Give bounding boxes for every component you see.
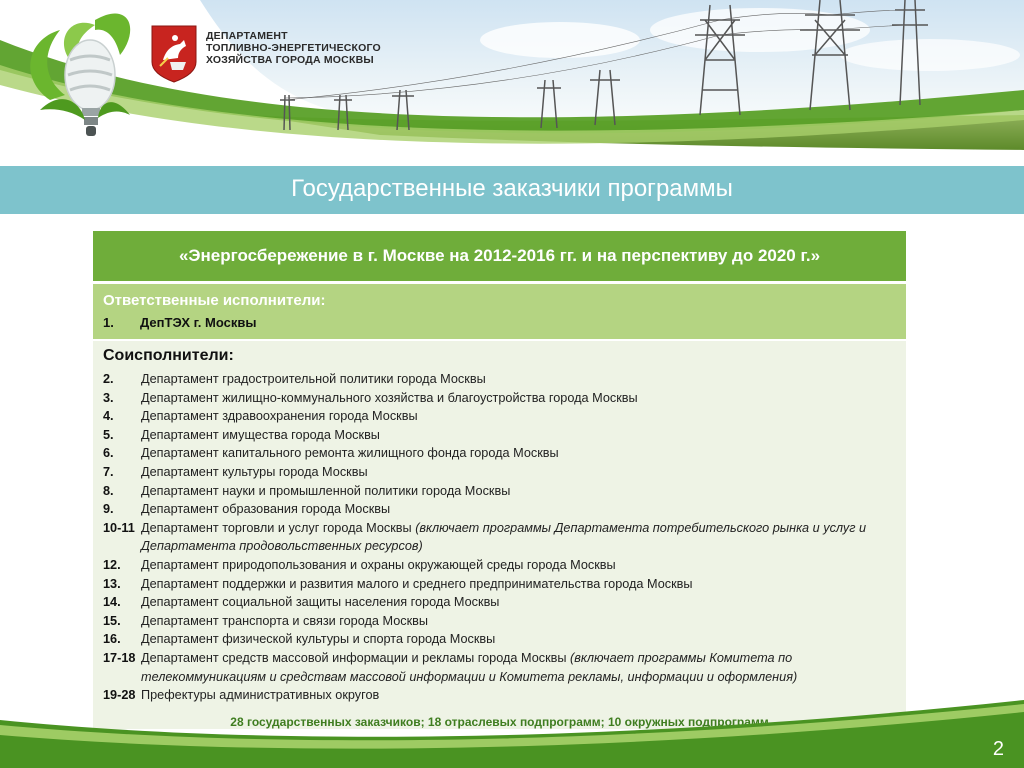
list-item-text	[141, 649, 898, 686]
list-item-text	[141, 426, 898, 445]
co-executors-list	[103, 370, 898, 705]
list-item	[103, 444, 898, 463]
slide-title: Государственные заказчики программы	[291, 175, 733, 202]
list-item	[103, 426, 898, 445]
list-item-number: 3.	[103, 390, 114, 405]
list-item-number: 2.	[103, 372, 114, 386]
list-item	[103, 593, 898, 612]
responsible-item-name: ДепТЭХ г. Москвы	[140, 315, 257, 330]
list-item	[103, 482, 898, 501]
list-item	[103, 463, 898, 482]
list-item-text	[141, 444, 898, 463]
summary-line: 28 государственных заказчиков; 18 отраслевых подпрограмм; 10 окружных подпрограмм	[230, 715, 769, 729]
list-item-text	[141, 370, 898, 389]
list-item	[103, 630, 898, 649]
list-item-number: 19-28	[103, 688, 136, 703]
list-item-text	[141, 389, 898, 408]
list-item-label: Департамент здравоохранения города Москвы	[141, 409, 418, 424]
list-item-number: 5.	[103, 427, 114, 442]
responsible-item	[103, 315, 256, 330]
list-item-label: Департамент жилищно-коммунального хозяйства и благоустройства города Москвы	[141, 390, 638, 405]
list-item-number: 10-11	[103, 520, 135, 535]
list-item-label: Департамент природопользования и охраны окружающей среды города Москвы	[141, 557, 616, 572]
co-executors-title: Соисполнители:	[103, 347, 234, 364]
list-item	[103, 556, 898, 575]
list-item-label: Департамент науки и промышленной политики города Москвы	[141, 483, 511, 498]
moscow-coat-of-arms-icon	[152, 26, 196, 82]
list-item-label: Департамент капитального ремонта жилищного фонда города Москвы	[141, 446, 559, 461]
list-item	[103, 612, 898, 631]
list-item	[103, 370, 898, 389]
list-item-label: Департамент градостроительной политики города Москвы	[141, 372, 486, 386]
list-item-number: 15.	[103, 613, 121, 628]
list-item-label: Департамент торговли и услуг города Москвы	[141, 520, 416, 535]
responsible-section	[93, 284, 906, 339]
list-item-number: 13.	[103, 576, 121, 591]
list-item-number: 9.	[103, 502, 114, 517]
list-item	[103, 649, 898, 686]
list-item-text	[141, 463, 898, 482]
list-item-label: Департамент поддержки и развития малого и среднего предпринимательства города Москвы	[141, 576, 693, 591]
department-name: ДЕПАРТАМЕНТ ТОПЛИВНО-ЭНЕРГЕТИЧЕСКОГО ХОЗЯЙСТВА ГОРОДА МОСКВЫ	[206, 30, 381, 66]
list-item-text	[141, 630, 898, 649]
list-item-number: 4.	[103, 409, 114, 424]
list-item-label: Департамент социальной защиты населения города Москвы	[141, 595, 500, 610]
title-bar	[0, 166, 1024, 214]
landscape-illustration	[0, 0, 1024, 160]
list-item	[103, 500, 898, 519]
page-number: 2	[992, 738, 1004, 760]
list-item	[103, 407, 898, 426]
energy-bulb-icon	[30, 13, 130, 136]
program-name-header: «Энергосбережение в г. Москве на 2012-2016 гг. и на перспективу до 2020 г.»	[93, 231, 906, 281]
list-item-text	[141, 519, 898, 556]
list-item	[103, 519, 898, 556]
list-item-text	[141, 593, 898, 612]
responsible-item-number: 1.	[103, 315, 114, 330]
list-item-number: 7.	[103, 464, 114, 479]
list-item-note: (включает программы Комитета по телекоммуникациям и средствам массовой информации и Комитета рекламы, информации и оформления)	[141, 650, 798, 684]
list-item-number: 12.	[103, 557, 121, 572]
list-item-text	[141, 500, 898, 519]
list-item-text	[141, 556, 898, 575]
list-item-text	[141, 407, 898, 426]
list-item-number: 14.	[103, 595, 121, 610]
list-item-text	[141, 482, 898, 501]
list-item-number: 16.	[103, 632, 121, 647]
list-item-label: Департамент транспорта и связи города Москвы	[141, 613, 429, 628]
list-item	[103, 389, 898, 408]
list-item	[103, 575, 898, 594]
list-item-label: Департамент средств массовой информации и рекламы города Москвы	[141, 650, 571, 665]
list-item-number: 8.	[103, 483, 114, 498]
list-item-label: Департамент имущества города Москвы	[141, 427, 380, 442]
list-item-label: Департамент физической культуры и спорта города Москвы	[141, 632, 496, 647]
list-item-text	[141, 575, 898, 594]
list-item-label: Департамент культуры города Москвы	[141, 464, 368, 479]
co-executors-section	[93, 341, 906, 729]
list-item-text	[141, 612, 898, 631]
responsible-title: Ответственные исполнители:	[103, 292, 326, 309]
list-item-label: Департамент образования города Москвы	[141, 502, 391, 517]
header-banner	[0, 0, 1024, 160]
list-item-label: Префектуры административных округов	[141, 688, 380, 703]
list-item-number: 6.	[103, 446, 114, 461]
list-item-number: 17-18	[103, 650, 136, 665]
footer-wave	[0, 690, 1024, 768]
list-item-note: (включает программы Департамента потребительского рынка и услуг и Департамента продовольственных ресурсов)	[141, 520, 867, 554]
